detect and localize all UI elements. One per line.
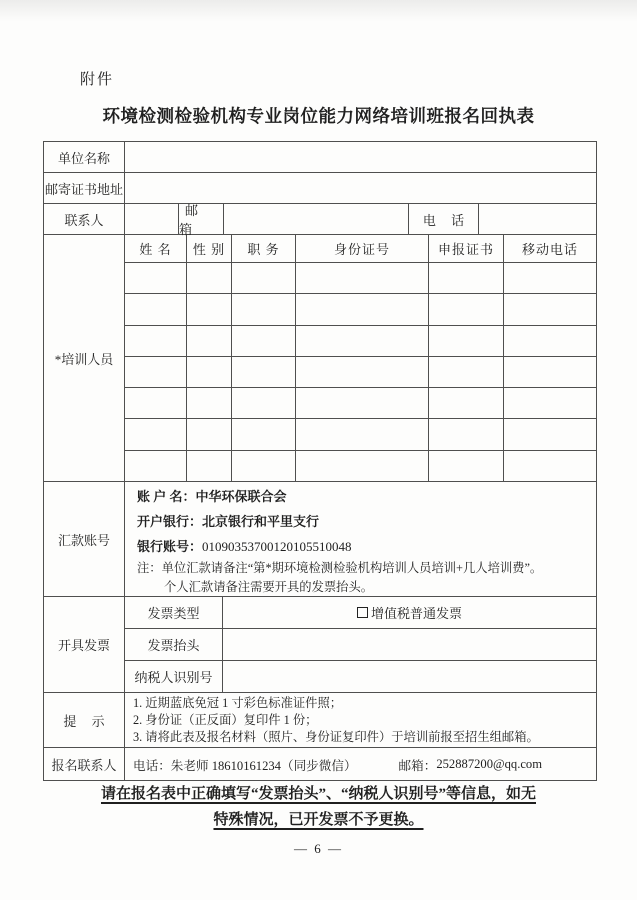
trainee-empty-cell (429, 419, 504, 449)
trainee-col-header: 身份证号 (296, 235, 429, 262)
contact-email-label: 邮 箱 (179, 204, 224, 234)
remittance-band (44, 482, 596, 597)
remit-number-value: 01090353700120105510048 (202, 539, 352, 554)
form-title: 环境检测检验机构专业岗位能力网络培训班报名回执表 (102, 106, 535, 126)
trainee-empty-cell (125, 451, 187, 481)
trainee-empty-row (125, 451, 596, 481)
register-email-label: 邮箱： (398, 758, 437, 773)
invoice-type-value (223, 597, 596, 628)
trainee-empty-cell (429, 357, 504, 387)
remittance-label: 汇款账号 (44, 482, 125, 596)
remit-bank-label: 开户银行： (137, 514, 203, 529)
trainee-empty-cell (125, 419, 187, 449)
remit-account-name-label: 账 户 名： (137, 489, 196, 504)
invoice-title-label: 发票抬头 (125, 629, 223, 660)
unit-name-value-cell (125, 142, 596, 172)
tip-item: 3. 请将此表及报名材料（照片、身份证复印件）于培训前报至招生组邮箱。 (133, 729, 539, 744)
trainee-empty-cell (187, 388, 232, 418)
tip-item: 1. 近期蓝底免冠 1 寸彩色标准证件照； (133, 695, 343, 710)
checkbox-icon (357, 607, 368, 618)
trainees-band (44, 235, 596, 482)
trainee-empty-cell (125, 357, 187, 387)
registration-contact-band (44, 748, 596, 780)
trainee-empty-cell (232, 326, 296, 356)
trainee-empty-cell (296, 357, 429, 387)
contact-person-row (44, 204, 596, 235)
trainee-empty-cell (232, 294, 296, 324)
trainee-empty-cell (296, 294, 429, 324)
invoice-type-label: 发票类型 (125, 597, 223, 628)
register-phone-label: 电话： (133, 758, 171, 773)
trainee-header-row (125, 235, 596, 263)
trainee-col-header: 性 别 (187, 235, 232, 262)
tip-item: 2. 身份证（正反面）复印件 1 份； (133, 712, 318, 727)
trainee-empty-cell (504, 326, 596, 356)
trainee-col-header: 申报证书 (429, 235, 504, 262)
remit-note-line2: 个人汇款请备注需要开具的发票抬头。 (164, 580, 374, 594)
trainee-empty-cell (125, 326, 187, 356)
contact-phone-value-cell (479, 204, 596, 234)
registration-contact-content (125, 748, 596, 780)
registration-form-table (43, 141, 597, 781)
trainee-empty-row (125, 263, 596, 294)
contact-phone-label: 电 话 (409, 204, 479, 234)
remit-note-prefix: 注： (137, 561, 162, 575)
trainee-empty-cell (296, 326, 429, 356)
contact-person-label: 联系人 (44, 204, 125, 234)
trainee-empty-cell (296, 263, 429, 293)
trainee-empty-cell (187, 419, 232, 449)
remit-note-line1 (137, 559, 542, 578)
mailing-address-value-cell (125, 173, 596, 203)
trainee-col-header: 移动电话 (521, 242, 578, 257)
invoice-taxid-row (125, 661, 596, 692)
trainee-empty-cell (187, 451, 232, 481)
remit-account-name-value: 中华环保联合会 (195, 489, 287, 504)
scan-artifact (0, 0, 637, 22)
tips-label: 提 示 (44, 693, 125, 747)
footer-note-line1: 请在报名表中正确填写“发票抬头”、“纳税人识别号”等信息，如无 (100, 786, 536, 802)
trainee-empty-row (125, 419, 596, 450)
trainee-rows (125, 263, 596, 481)
mailing-address-label: 邮寄证书地址 (44, 173, 125, 203)
trainee-empty-cell (429, 388, 504, 418)
trainee-empty-cell (125, 388, 187, 418)
remit-number (137, 534, 352, 559)
contact-email-value-cell (224, 204, 409, 234)
remit-bank-value: 北京银行和平里支行 (202, 514, 320, 529)
invoice-title-row (125, 629, 596, 661)
invoice-label: 开具发票 (44, 597, 125, 692)
trainee-empty-cell (187, 357, 232, 387)
trainee-empty-cell (296, 451, 429, 481)
unit-name-label: 单位名称 (44, 142, 125, 172)
trainee-empty-cell (187, 263, 232, 293)
trainee-empty-cell (504, 419, 596, 449)
trainee-empty-cell (429, 451, 504, 481)
trainee-empty-cell (504, 263, 596, 293)
trainee-empty-row (125, 357, 596, 388)
trainee-empty-cell (429, 294, 504, 324)
trainee-empty-cell (504, 388, 596, 418)
invoice-title-value-cell (223, 629, 596, 660)
trainee-empty-row (125, 388, 596, 419)
registration-contact-label: 报名联系人 (44, 748, 125, 780)
invoice-rows (125, 597, 596, 692)
remit-number-label: 银行账号： (137, 539, 203, 554)
trainee-col-header: 姓 名 (125, 235, 187, 262)
tips-content (125, 693, 596, 747)
trainee-empty-cell (429, 263, 504, 293)
register-email-value: 252887200@qq.com (436, 756, 543, 771)
trainee-empty-cell (504, 357, 596, 387)
trainees-label: *培训人员 (44, 235, 125, 481)
unit-name-row (44, 142, 596, 173)
trainee-empty-row (125, 294, 596, 325)
remit-account-name (137, 484, 287, 509)
trainee-empty-cell (232, 451, 296, 481)
footer-note (0, 781, 637, 833)
trainee-empty-cell (504, 451, 596, 481)
trainee-empty-cell (429, 326, 504, 356)
trainee-col-header: 职 务 (232, 235, 296, 262)
remit-bank (137, 509, 319, 534)
trainee-empty-cell (125, 294, 187, 324)
trainee-empty-cell (232, 263, 296, 293)
trainee-empty-cell (125, 263, 187, 293)
trainee-empty-cell (232, 419, 296, 449)
trainee-empty-row (125, 326, 596, 357)
trainee-empty-cell (296, 419, 429, 449)
invoice-type-row (125, 597, 596, 629)
remit-note-text1: 单位汇款请备注“第*期环境检测检验机构培训人员培训+几人培训费”。 (161, 561, 543, 575)
contact-person-value-cell (125, 204, 179, 234)
invoice-band (44, 597, 596, 693)
trainee-empty-cell (187, 326, 232, 356)
trainee-empty-cell (232, 357, 296, 387)
tips-band (44, 693, 596, 748)
attachment-label: 附件 (80, 72, 115, 88)
trainee-empty-cell (504, 294, 596, 324)
trainee-empty-cell (187, 294, 232, 324)
register-phone-value: 朱老师 18610161234（同步微信） (170, 758, 357, 773)
trainee-empty-cell (232, 388, 296, 418)
invoice-taxid-value-cell (223, 661, 596, 692)
trainee-grid (125, 235, 596, 481)
invoice-taxid-label: 纳税人识别号 (125, 661, 223, 692)
remittance-content (125, 482, 596, 596)
page-number: — 6 — (294, 841, 343, 856)
mailing-address-row (44, 173, 596, 204)
invoice-type-option: 增值税普通发票 (370, 606, 462, 621)
footer-note-line2: 特殊情况，已开发票不予更换。 (213, 812, 424, 828)
trainee-empty-cell (296, 388, 429, 418)
